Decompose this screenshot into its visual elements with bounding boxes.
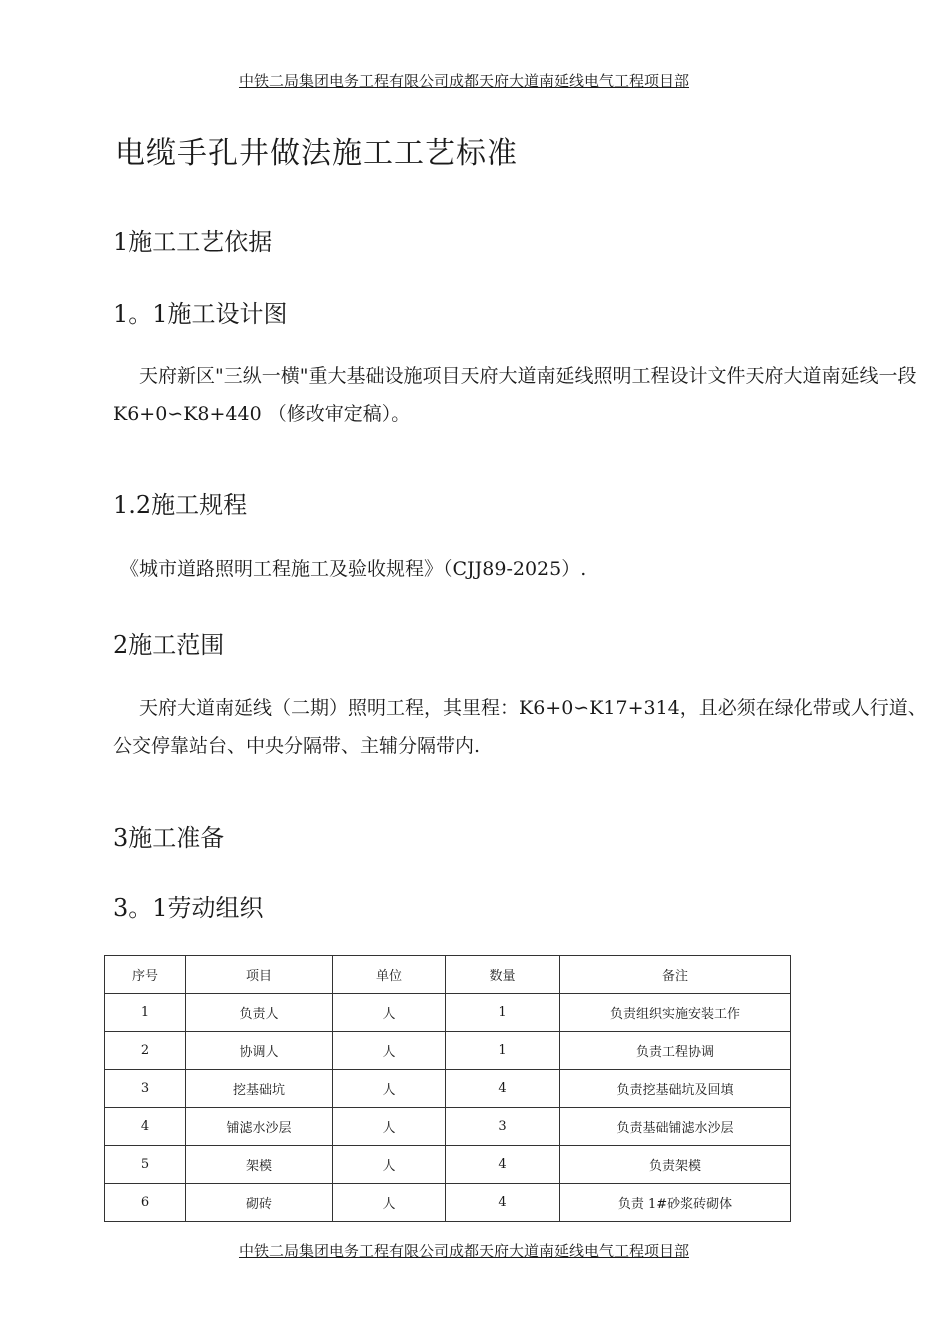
section-heading-3-1: 3。1劳动组织 — [113, 894, 264, 922]
table-cell: 负责 1#砂浆砖砌体 — [560, 1184, 791, 1222]
table-cell: 人 — [333, 994, 446, 1032]
table-cell: 4 — [105, 1108, 186, 1146]
table-cell: 人 — [333, 1184, 446, 1222]
paragraph-scope-text: 天府大道南延线（二期）照明工程，其里程：K6+0∽K17+314，且必须在绿化带或人行道、公交停靠站台、中央分隔带、主辅分隔带内. — [113, 697, 927, 757]
table-cell: 人 — [333, 1032, 446, 1070]
page-header: 中铁二局集团电务工程有限公司成都天府大道南延线电气工程项目部 — [238, 72, 689, 90]
table-row — [105, 1184, 791, 1222]
paragraph-design-basis — [113, 357, 928, 433]
table-cell: 1 — [105, 994, 186, 1032]
table-row — [105, 994, 791, 1032]
section-heading-3: 3施工准备 — [113, 824, 225, 852]
table-cell: 挖基础坑 — [186, 1070, 333, 1108]
table-cell: 3 — [446, 1108, 560, 1146]
table-header-row — [105, 956, 791, 994]
table-cell: 负责架模 — [560, 1146, 791, 1184]
table-row — [105, 1108, 791, 1146]
paragraph-scope — [113, 689, 928, 765]
table-cell: 铺滤水沙层 — [186, 1108, 333, 1146]
column-header-index: 序号 — [105, 956, 186, 994]
document-title: 电缆手孔井做法施工工艺标准 — [115, 136, 518, 171]
table-cell: 4 — [446, 1070, 560, 1108]
table-row — [105, 1146, 791, 1184]
table-cell: 负责基础铺滤水沙层 — [560, 1108, 791, 1146]
column-header-item: 项目 — [186, 956, 333, 994]
table-cell: 6 — [105, 1184, 186, 1222]
table-cell: 4 — [446, 1184, 560, 1222]
paragraph-regulation: 《城市道路照明工程施工及验收规程》（CJJ89-2025）. — [120, 558, 587, 580]
table-cell: 1 — [446, 1032, 560, 1070]
table-row — [105, 1070, 791, 1108]
table-cell: 3 — [105, 1070, 186, 1108]
table-cell: 5 — [105, 1146, 186, 1184]
table-cell: 砌砖 — [186, 1184, 333, 1222]
table-cell: 协调人 — [186, 1032, 333, 1070]
section-heading-1: 1施工工艺依据 — [113, 228, 273, 256]
section-heading-1-2: 1.2施工规程 — [113, 491, 248, 519]
table-cell: 人 — [333, 1070, 446, 1108]
table-cell: 负责工程协调 — [560, 1032, 791, 1070]
table-cell: 2 — [105, 1032, 186, 1070]
paragraph-design-basis-text: 天府新区"三纵一横"重大基础设施项目天府大道南延线照明工程设计文件天府大道南延线一段K6+0∽K8+440 （修改审定稿）。 — [113, 365, 917, 425]
table-cell: 人 — [333, 1108, 446, 1146]
table-cell: 架模 — [186, 1146, 333, 1184]
table-cell: 负责人 — [186, 994, 333, 1032]
section-heading-1-1: 1。1施工设计图 — [113, 300, 288, 328]
table-cell: 人 — [333, 1146, 446, 1184]
table-cell: 负责挖基础坑及回填 — [560, 1070, 791, 1108]
column-header-unit: 单位 — [333, 956, 446, 994]
table-row — [105, 1032, 791, 1070]
section-heading-2: 2施工范围 — [113, 631, 225, 659]
table-cell: 4 — [446, 1146, 560, 1184]
table-cell: 1 — [446, 994, 560, 1032]
column-header-remarks: 备注 — [560, 956, 791, 994]
table-cell: 负责组织实施安装工作 — [560, 994, 791, 1032]
column-header-quantity: 数量 — [446, 956, 560, 994]
page-footer: 中铁二局集团电务工程有限公司成都天府大道南延线电气工程项目部 — [238, 1242, 689, 1260]
labor-organization-table — [104, 955, 791, 1222]
